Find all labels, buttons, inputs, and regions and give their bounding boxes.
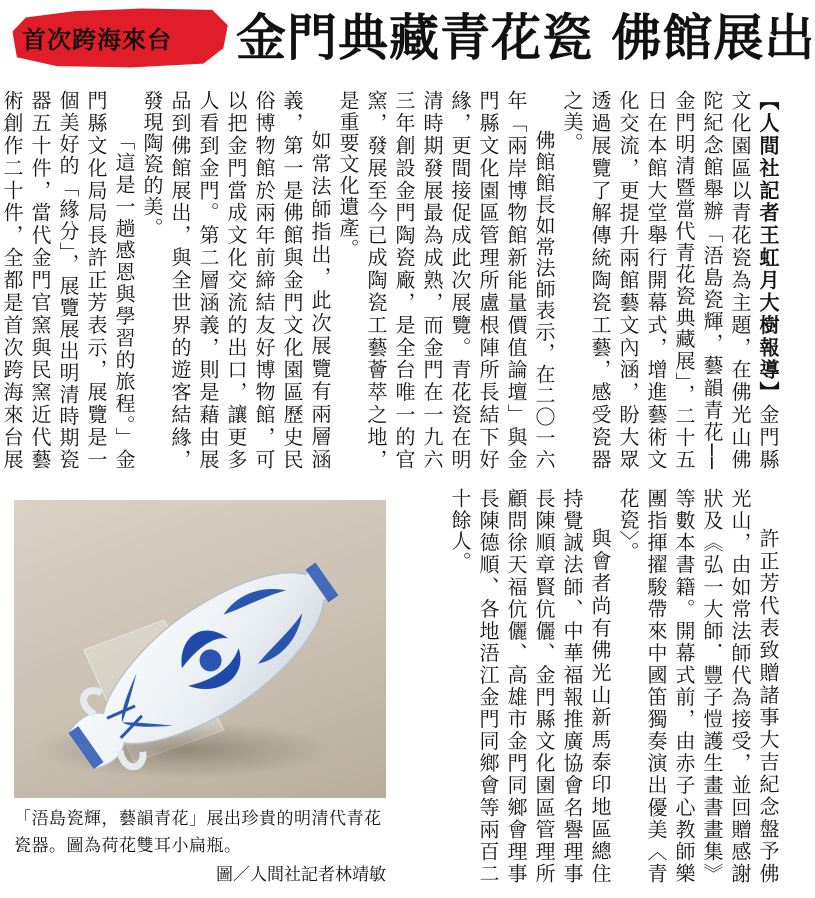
- kicker-badge-text: 首次跨海來台: [22, 26, 172, 54]
- photo-credit: 圖／人間社記者林靖敏: [216, 865, 386, 885]
- article-photo: [14, 500, 386, 798]
- article-body-lower: [404, 488, 782, 884]
- article-byline: 【人間社記者王虹月大樹報導】: [756, 90, 780, 404]
- blue-white-porcelain-vase-icon: [14, 500, 386, 798]
- photo-caption-text: 「浯島瓷輝，藝韻青花」展出珍貴的明清代青花瓷器。圖為荷花雙耳小扁瓶。: [14, 809, 382, 856]
- article-paragraph-3: 如常法師指出，此次展覽有兩層涵義，第一是佛館與金門文化園區歷史民俗博物館於兩年前締結友好博物館，可以把金門當成文化交流的出口，讓更多人看到金門。第二層涵義，則是藉由展品到佛館展出，與全世界的遊客結緣，發現陶瓷的美。: [140, 90, 332, 470]
- article-paragraph-6: 許正芳代表致贈諸事大吉紀念盤予佛光山，由如常法師代為接受，並回贈感謝狀及《弘一大師．豐子愷護生畫書畫集》等數本書籍。開幕式前，由赤子心教師樂團指揮擢駿帶來中國笛獨奏演出優美〈青花瓷〉。: [616, 488, 780, 884]
- article-paragraph-1: 金門縣文化園區以青花瓷為主題，在佛光山佛陀紀念館舉辦「浯島瓷輝，藝韻青花──金門明清暨當代青花瓷典藏展」，二十五日在本館大堂舉行開幕式，增進藝術文化交流，更提升兩館藝文內涵，盼大眾透過展覽了解傳統陶瓷工藝，感受瓷器之美。: [560, 90, 780, 470]
- article-paragraph-4: 「這是一趟感恩與學習的旅程。」金門縣文化局局長許正芳表示，展覽是一個美好的「緣分」，展覽展出明清時期瓷器五十件，當代金門官窯與民窯近代藝術創作二十件，全都是首次跨海來台展: [0, 90, 136, 470]
- headline: 金門典藏青花瓷 佛館展出: [236, 9, 815, 67]
- article-paragraph-7: 與會者尚有佛光山新馬泰印地區總住持覺誠法師、中華福報推廣協會名譽理事長陳順章賢伉儷、金門縣文化園區管理所顧問徐天福伉儷、高雄市金門同鄉會理事長陳德順、各地浯江金門同鄉會等兩百二十餘人。: [448, 488, 612, 884]
- article-paragraph-2: 佛館館長如常法師表示，在二〇一六年「兩岸博物館新能量價值論壇」與金門縣文化園區管理所盧根陣所長結下好緣，更間接促成此次展覽。青花瓷在明清時期發展最為成熟，而金門在一九六三年創設金門陶瓷廠，是全台唯一的官窯，發展至今已成陶瓷工藝薈萃之地，是重要文化遺產。: [336, 90, 556, 470]
- article-body-upper: [0, 90, 782, 470]
- photo-caption: [14, 806, 386, 860]
